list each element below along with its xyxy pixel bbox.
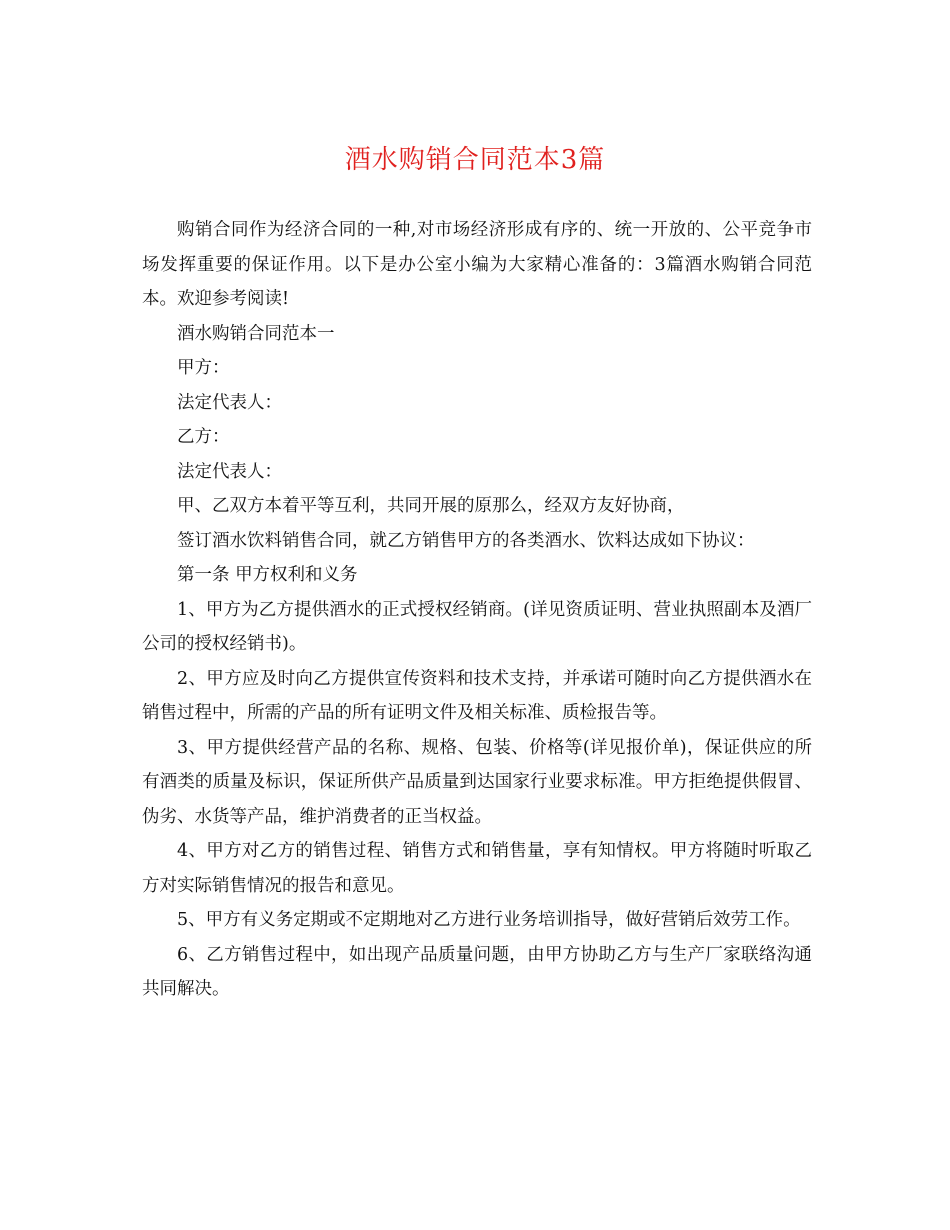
paragraph-clause-6: 6、乙方销售过程中，如出现产品质量问题，由甲方协助乙方与生产厂家联络沟通共同解决。	[142, 944, 812, 999]
paragraph-party-b-representative: 法定代表人：	[177, 461, 282, 482]
paragraph-contract-one-heading: 酒水购销合同范本一	[177, 323, 335, 344]
document-title: 酒水购销合同范本3篇	[344, 145, 606, 175]
paragraph-preamble-1: 甲、乙双方本着平等互利，共同开展的原那么，经双方友好协商，	[177, 496, 685, 516]
paragraph-intro: 购销合同作为经济合同的一种,对市场经济形成有序的、统一开放的、公平竞争市场发挥重要的保证作用。以下是办公室小编为大家精心准备的：3篇酒水购销合同范本。欢迎参考阅读!	[142, 220, 812, 309]
paragraph-party-b: 乙方：	[177, 427, 230, 447]
paragraph-clause-1: 1、甲方为乙方提供酒水的正式授权经销商。(详见资质证明、营业执照副本及酒厂公司的授权经销书)。	[142, 599, 812, 654]
paragraph-clause-3: 3、甲方提供经营产品的名称、规格、包装、价格等(详见报价单)，保证供应的所有酒类的质量及标识，保证所供产品质量到达国家行业要求标准。甲方拒绝提供假冒、伪劣、水货等产品，维护消费者的正当权益。	[142, 737, 812, 827]
paragraph-clause-4: 4、甲方对乙方的销售过程、销售方式和销售量，享有知情权。甲方将随时听取乙方对实际销售情况的报告和意见。	[142, 841, 812, 896]
paragraph-party-a: 甲方：	[177, 358, 230, 378]
paragraph-article-one-heading: 第一条 甲方权利和义务	[177, 565, 358, 585]
paragraph-clause-5: 5、甲方有义务定期或不定期地对乙方进行业务培训指导，做好营销后效劳工作。	[177, 910, 801, 930]
paragraph-party-a-representative: 法定代表人：	[177, 392, 282, 413]
paragraph-clause-2: 2、甲方应及时向乙方提供宣传资料和技术支持，并承诺可随时向乙方提供酒水在销售过程中，所需的产品的所有证明文件及相关标准、质检报告等。	[142, 668, 812, 723]
paragraph-preamble-2: 签订酒水饮料销售合同，就乙方销售甲方的各类酒水、饮料达成如下协议：	[177, 530, 755, 551]
document-body	[142, 213, 812, 1007]
